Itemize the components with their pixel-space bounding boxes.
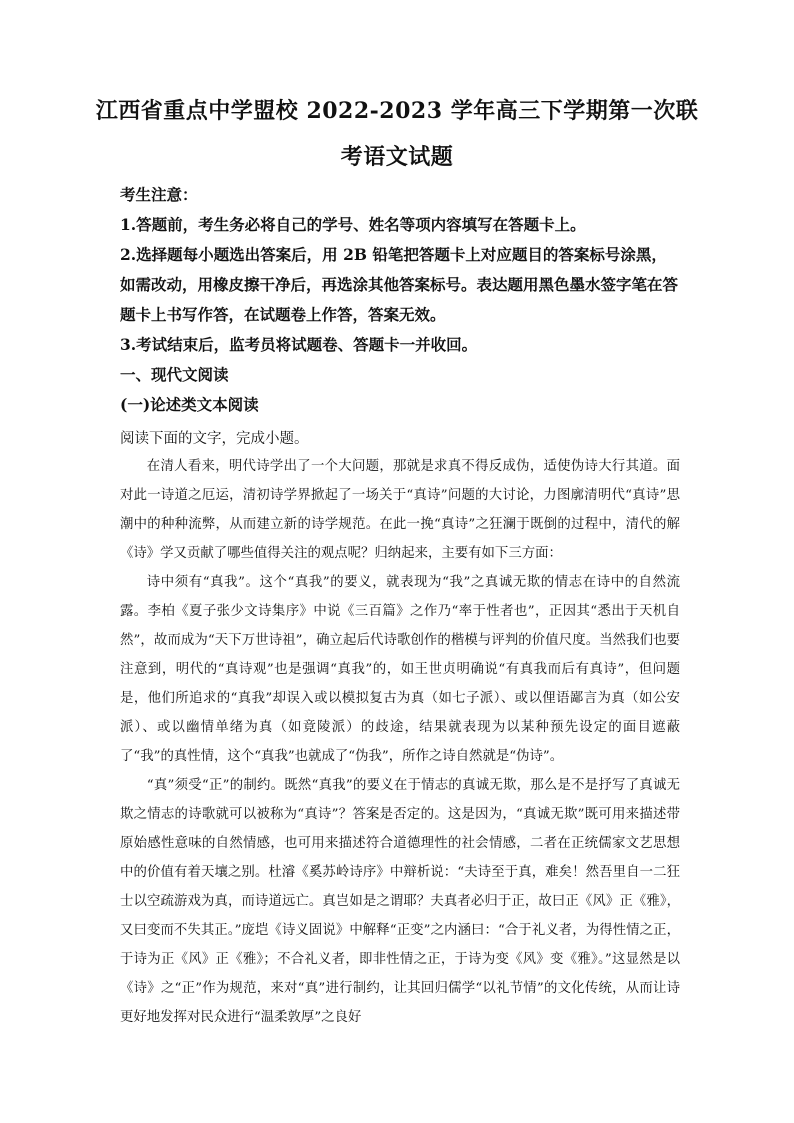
section-title: 一、现代文阅读 bbox=[120, 365, 229, 384]
title-line-2: 考语文试题 bbox=[340, 144, 454, 170]
exam-notice bbox=[120, 180, 680, 420]
reading-instruction: 阅读下面的文字，完成小题。 bbox=[120, 431, 309, 447]
notice-item-1: 1.答题前，考生务必将自己的学号、姓名等项内容填写在答题卡上。 bbox=[120, 215, 586, 234]
passage-paragraph-3: “真”须受“正”的制约。既然“真我”的要义在于情志的真诚无欺，那么是不是抒写了真诚无欺之情志的诗歌就可以被称为“真诗”？答案是否定的。这是因为，“真诚无欺”既可用来描述带原始感性意味的自然情感，也可用来描述符合道德理性的社会情感，二者在正统儒家文艺思想中的价值有着天壤之别。杜濬《奚苏岭诗序》中辩析说：“夫诗至于真，难矣！然吾里自一二狂士以空疏游戏为真，而诗道远亡。真岂如是之谓耶？夫真者必归于正，故曰正《风》正《雅》，又曰变而不失其正。”庞垲《诗义固说》中解释“正变”之内涵曰：“合于礼义者，为得性情之正，于诗为正《风》正《雅》；不合礼义者，即非性情之正，于诗为变《风》变《雅》。”这显然是以《诗》之“正”作为规范，来对“真”进行制约，让其回归儒学“以礼节情”的文化传统，从而让诗更好地发挥对民众进行“温柔敦厚”之良好 bbox=[120, 778, 680, 1025]
title-line-1: 江西省重点中学盟校 2022-2023 学年高三下学期第一次联 bbox=[95, 98, 699, 124]
notice-item-2: 2.选择题每小题选出答案后，用 2B 铅笔把答题卡上对应题目的答案标号涂黑，如需改动，用橡皮擦干净后，再选涂其他答案标号。表达题用黑色墨水签字笔在答题卡上书写作答，在试题卷上作答，答案无效。 bbox=[120, 245, 679, 324]
passage-body bbox=[120, 452, 680, 1032]
passage-paragraph-1: 在清人看来，明代诗学出了一个大问题，那就是求真不得反成伪，适使伪诗大行其道。面对此一诗道之厄运，清初诗学界掀起了一场关于“真诗”问题的大讨论，力图廓清明代“真诗”思潮中的种种流弊，从而建立新的诗学规范。在此一挽“真诗”之狂澜于既倒的过程中，清代的解《诗》学又贡献了哪些值得关注的观点呢？归纳起来，主要有如下三方面： bbox=[120, 459, 680, 561]
notice-item-3: 3.考试结束后，监考员将试题卷、答题卡一并收回。 bbox=[120, 335, 478, 354]
passage-paragraph-2: 诗中须有“真我”。这个“真我”的要义，就表现为“我”之真诚无欺的情志在诗中的自然流露。李柏《夏子张少文诗集序》中说《三百篇》之作乃“率于性者也”，正因其“悉出于天机自然”，故而成为“天下万世诗祖”，确立起后代诗歌创作的楷模与评判的价值尺度。当然我们也要注意到，明代的“真诗观”也是强调“真我”的，如王世贞明确说“有真我而后有真诗”，但问题是，他们所追求的“真我”却误入或以模拟复古为真（如七子派）、或以俚语鄙言为真（如公安派）、或以幽情单绪为真（如竟陵派）的歧途，结果就表现为以某种预先设定的面目遮蔽了“我”的真性情，这个“真我”也就成了“伪我”，所作之诗自然就是“伪诗”。 bbox=[120, 575, 680, 764]
notice-heading: 考生注意： bbox=[120, 185, 198, 204]
subsection-title: (一)论述类文本阅读 bbox=[120, 395, 259, 414]
